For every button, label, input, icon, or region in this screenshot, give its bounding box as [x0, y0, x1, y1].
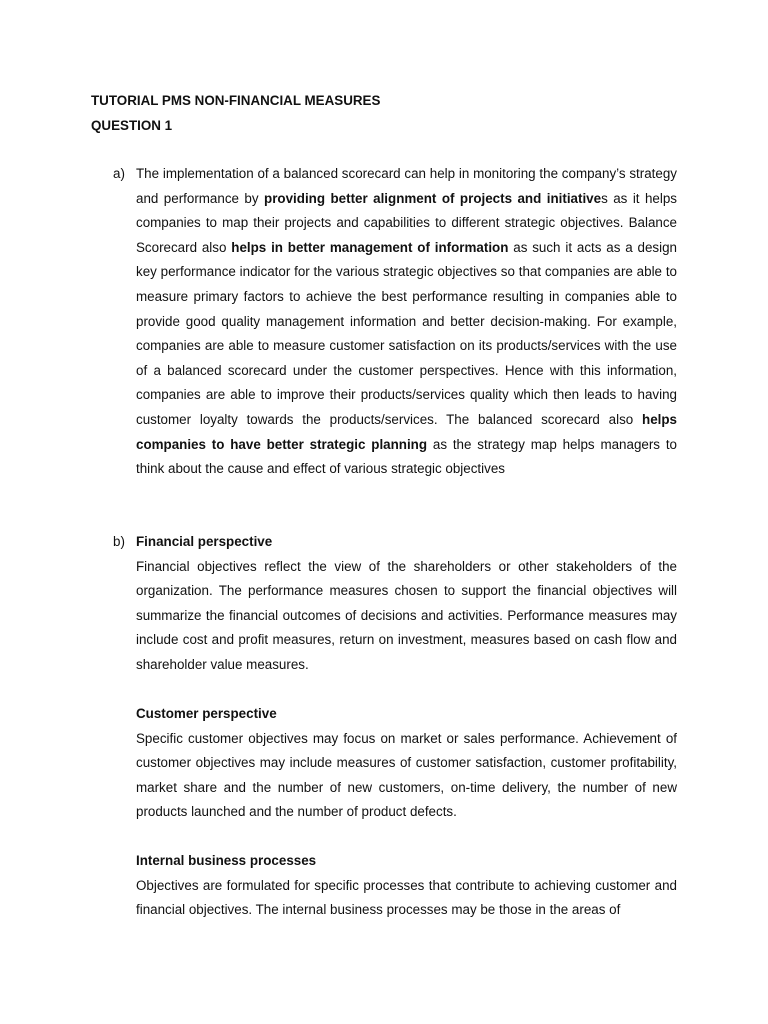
document-title: TUTORIAL PMS NON-FINANCIAL MEASURES — [91, 93, 381, 108]
financial-perspective-section — [136, 530, 677, 678]
part-a-emphasis-2: helps in better management of information — [231, 239, 509, 255]
section-heading: Internal business processes — [136, 853, 317, 868]
part-a-text-4: as the strategy map helps managers to think about the cause and effect of various strategic objectives — [136, 436, 677, 477]
part-a-emphasis-3: helps companies to have better strategic planning — [136, 411, 677, 452]
part-a-text-1: The implementation of a balanced scorecard can help in monitoring the company’s strategy and performance by — [136, 166, 677, 206]
section-body: Financial objectives reflect the view of the shareholders or other stakeholders of the organization. The performance measures chosen to support the financial objectives will summarize the financial outcomes of decisions and activities. Performance measures may include cost and profit measures, return on investment, measures based on cash flow and shareholder value measures. — [136, 558, 677, 672]
part-a-emphasis-1: providing better alignment of projects and initiative — [264, 190, 602, 206]
section-body: Specific customer objectives may focus on market or sales performance. Achievement of customer objectives may include measures of customer satisfaction, customer profitability, market share and the number of new customers, on-time delivery, the number of new products launched and the number of product defects. — [136, 730, 677, 820]
part-a-text-2: s as it helps companies to map their projects and capabilities to different strategic objectives. Balance Scorecard also — [136, 190, 677, 255]
section-body: Objectives are formulated for specific processes that contribute to achieving customer and financial objectives. The internal business processes may be those in the areas of — [136, 877, 677, 918]
internal-business-processes-section — [136, 849, 677, 923]
customer-perspective-section — [136, 702, 677, 825]
part-b-marker: b) — [113, 534, 125, 549]
section-heading: Customer perspective — [136, 706, 277, 721]
part-a-text-3: as such it acts as a design key performance indicator for the various strategic objectives so that companies are able to measure primary factors to achieve the best performance resulting in companies able to provide good quality management information and better decision-making. For example, companies are able to measure customer satisfaction on its products/services with the use of a balanced scorecard under the customer perspectives. Hence with this information, companies are able to improve their products/services quality which then leads to having customer loyalty towards the products/services. The balanced scorecard also — [136, 239, 677, 427]
part-a-paragraph — [136, 162, 677, 482]
part-a-marker: a) — [113, 166, 125, 181]
section-heading: Financial perspective — [136, 534, 273, 549]
question-label: QUESTION 1 — [91, 118, 173, 133]
